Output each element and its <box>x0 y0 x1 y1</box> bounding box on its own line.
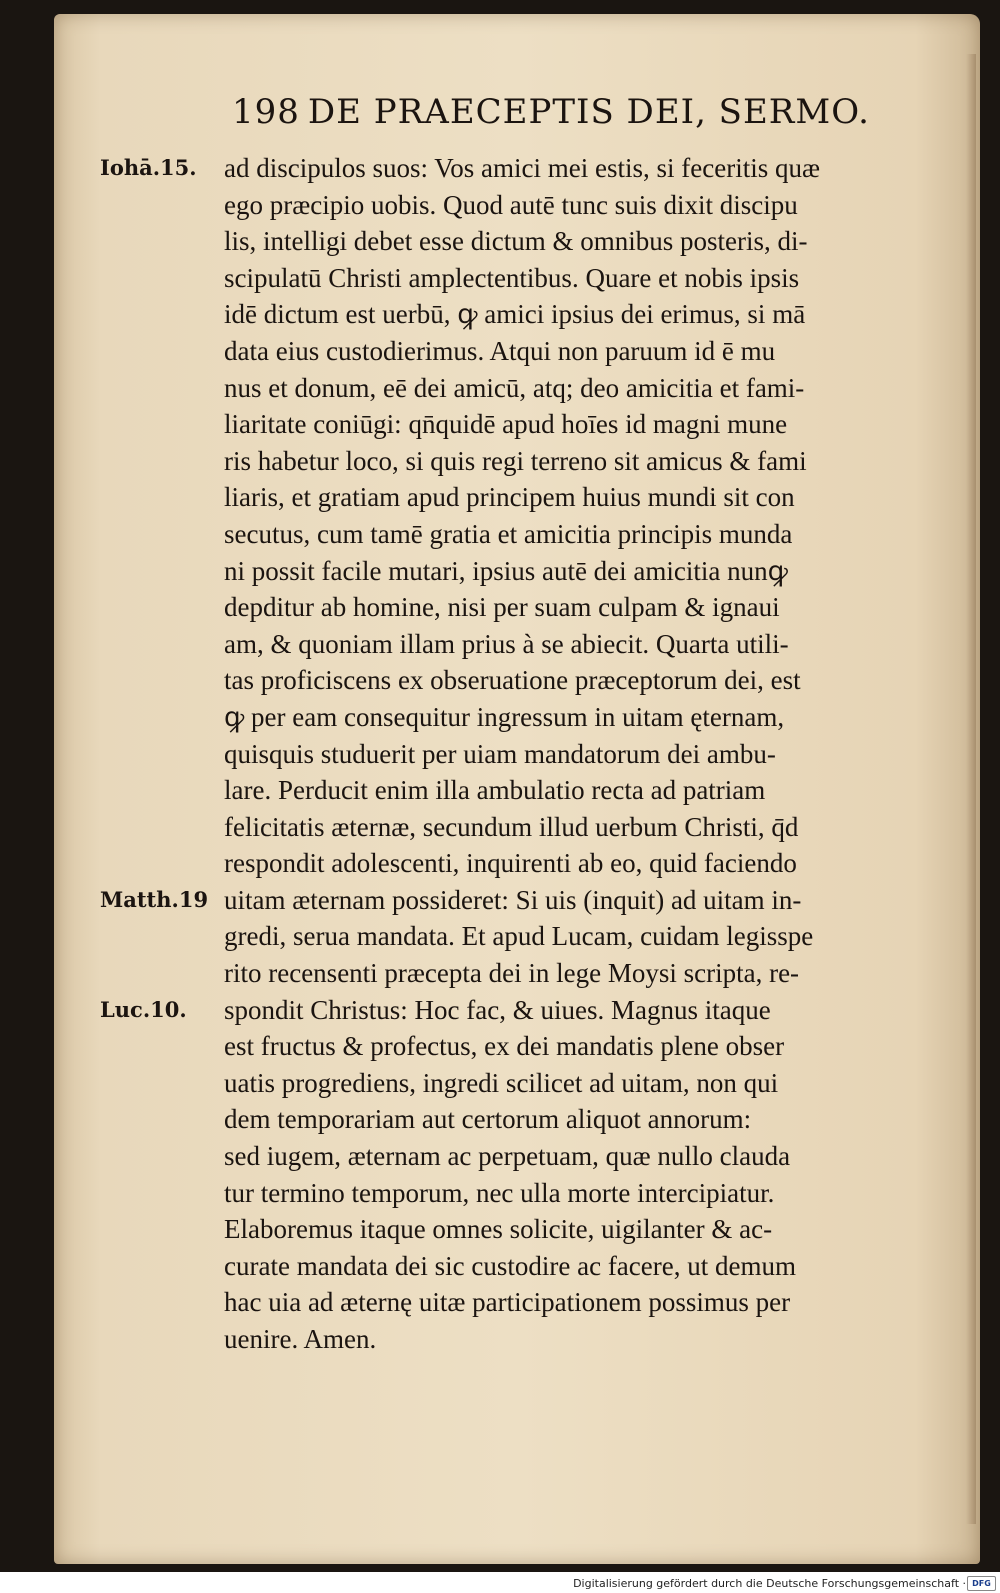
text-line: liaris, et gratiam apud principem huius mundi sit con <box>224 482 795 513</box>
text-line: gredi, serua mandata. Et apud Lucam, cuidam legisspe <box>224 921 814 952</box>
text-line: am, & quoniam illam prius à se abiecit. Quarta utili- <box>224 628 789 659</box>
text-line: ni possit facile mutari, ipsius autē dei amicitia nunꝙ <box>224 555 788 586</box>
text-line: uenire. Amen. <box>224 1324 377 1354</box>
text-line: ris habetur loco, si quis regi terreno sit amicus & fami <box>224 445 807 476</box>
text-line: lare. Perducit enim illa ambulatio recta ad patriam <box>224 775 766 806</box>
header-title: DE PRAECEPTIS DEI, SERMO. <box>307 92 870 132</box>
text-line: dem temporariam aut certorum aliquot annorum: <box>224 1104 752 1135</box>
text-line: ꝙ per eam consequitur ingressum in uitam ęternam, <box>224 701 785 732</box>
text-line: scipulatū Christi amplectentibus. Quare et nobis ipsis <box>224 262 800 293</box>
text-line: ego præcipio uobis. Quod autē tunc suis dixit discipu <box>224 189 798 220</box>
text-line: lis, intelligi debet esse dictum & omnibus posteris, di- <box>224 226 808 257</box>
body-text <box>224 150 964 1358</box>
text-line: liaritate coniūgi: qn̄quidē apud hoīes id magni mune <box>224 409 788 440</box>
page-edge-shadow <box>966 54 976 1524</box>
text-line: ad discipulos suos: Vos amici mei estis, si feceritis quæ <box>224 153 820 183</box>
text-line: secutus, cum tamē gratia et amicitia principis munda <box>224 518 793 549</box>
text-line: curate mandata dei sic custodire ac facere, ut demum <box>224 1250 796 1281</box>
text-line: spondit Christus: Hoc fac, & uiues. Magnus itaque <box>224 994 771 1025</box>
margin-reference: Matth.19 <box>100 887 209 912</box>
text-line: Elaboremus itaque omnes solicite, uigilanter & ac- <box>224 1214 773 1245</box>
text-line: quisquis studuerit per uiam mandatorum dei ambu- <box>224 738 776 769</box>
text-line: est fructus & profectus, ex dei mandatis plene obser <box>224 1031 785 1062</box>
text-line: idē dictum est uerbū, ꝙ amici ipsius dei erimus, si mā <box>224 299 806 330</box>
page-number: 198 <box>232 92 300 132</box>
text-line: nus et donum, eē dei amicū, atq; deo amicitia et fami- <box>224 372 805 403</box>
dfg-logo: DFG <box>967 1576 996 1591</box>
margin-reference: Luc.10. <box>100 996 187 1022</box>
text-line: sed iugem, æternam ac perpetuam, quæ nullo clauda <box>224 1141 791 1172</box>
text-line: felicitatis æternæ, secundum illud uerbum Christi, q̄d <box>224 811 799 842</box>
text-line: tas proficiscens ex obseruatione præceptorum dei, est <box>224 665 801 696</box>
text-line: uitam æternam possideret: Si uis (inquit) ad uitam in- <box>224 884 802 915</box>
margin-reference: Iohā.15. <box>100 155 197 180</box>
text-line: tur termino temporum, nec ulla morte intercipiatur. <box>224 1177 775 1208</box>
running-header <box>232 92 967 132</box>
text-line: respondit adolescenti, inquirenti ab eo, quid faciendo <box>224 848 797 879</box>
digitization-footer <box>0 1574 1000 1593</box>
text-line: hac uia ad æternę uitæ participationem possimus per <box>224 1287 791 1318</box>
text-line: rito recensenti præcepta dei in lege Moysi scripta, re- <box>224 958 800 989</box>
funding-credit: Digitalisierung gefördert durch die Deutsche Forschungsgemeinschaft · <box>573 1577 966 1590</box>
text-line: uatis progrediens, ingredi scilicet ad uitam, non qui <box>224 1067 779 1098</box>
text-line: depditur ab homine, nisi per suam culpam & ignaui <box>224 592 780 623</box>
text-line: data eius custodierimus. Atqui non paruum id ē mu <box>224 335 776 366</box>
